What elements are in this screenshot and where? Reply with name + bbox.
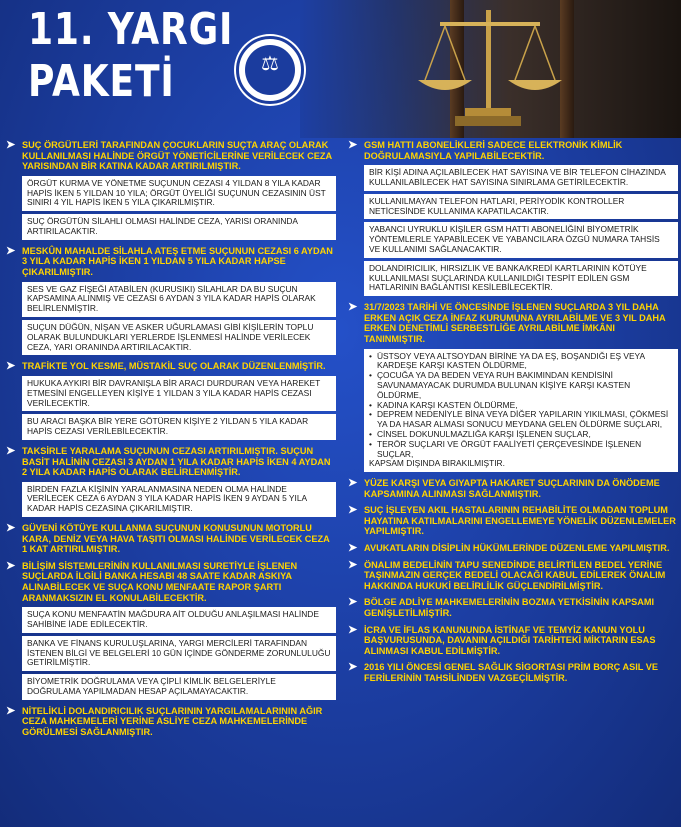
detail-box: BANKA VE FİNANS KURULUŞLARINA, YARGI MERCİLERİ TARAFINDAN İSTENEN BİLGİ VE BELGELERİ 10 GÜN İÇİNDE GÖNDERME ZORUNLULUĞU GETİRİLMİŞTİR. — [22, 636, 336, 671]
arrow-icon: ➤ — [6, 244, 16, 257]
section-item — [6, 140, 336, 240]
section-heading — [6, 446, 336, 478]
detail-box: SUÇ ÖRGÜTÜN SİLAHLI OLMASI HALİNDE CEZA, YARISI ORANINDA ARTIRILACAKTIR. — [22, 214, 336, 240]
arrow-icon: ➤ — [6, 139, 16, 151]
section-heading — [348, 597, 678, 618]
title-line-2: PAKETİ — [28, 56, 175, 107]
section-heading-text: NİTELİKLİ DOLANDIRICILIK SUÇLARININ YARGILAMALARININ AĞIR CEZA MAHKEMELERİ YERİNE ASLİYE CEZA MAHKEMELERİNDE GÖRÜLMESİ SAĞLANMIŞTIR. — [22, 705, 323, 737]
bullet-item: • CİNSEL DOKUNULMAZLIĞA KARŞI İŞLENEN SUÇLAR, — [369, 430, 673, 440]
section-heading — [6, 706, 336, 738]
detail-box: ÖRGÜT KURMA VE YÖNETME SUÇUNUN CEZASI 4 YILDAN 8 YILA KADAR HAPİS İKEN 5 YILDAN 10 YILA; ÖRGÜT ÜYELİĞİ SUÇUNUN CEZASININ ÜST SINIRI 4 YIL HAPİS İKEN 5 YILA ÇIKARILMIŞTIR. — [22, 176, 336, 211]
bullet-item: • ÇOCUĞA YA DA BEDEN VEYA RUH BAKIMINDAN KENDİSİNİ SAVUNAMAYACAK DURUMDA BULUNAN KİŞİYE KARŞI KASTEN ÖLDÜRME, — [369, 371, 673, 400]
section-heading-text: 31/7/2023 TARİHİ VE ÖNCESİNDE İŞLENEN SUÇLARDA 3 YIL DAHA ERKEN AÇIK CEZA İNFAZ KURUMUNA AYRILABİLME VE 3 YIL DAHA ERKEN DENETİMLİ SERBESTLİĞE AYRILABİLME İMKÂNI TANINMIŞTIR. — [364, 302, 666, 344]
page-title — [28, 4, 233, 108]
arrow-icon: ➤ — [6, 522, 16, 535]
section-heading — [348, 140, 678, 161]
section-item — [348, 505, 678, 537]
section-item — [348, 625, 678, 657]
section-heading-text: GÜVENİ KÖTÜYE KULLANMA SUÇUNUN KONUSUNUN MOTORLU KARA, DENİZ VEYA HAVA TAŞITI OLMASI HALİNDE VERİLECEK CEZA 1 KAT ARTIRILMIŞTIR. — [22, 523, 330, 555]
arrow-icon: ➤ — [348, 504, 358, 517]
section-heading-text: BÖLGE ADLİYE MAHKEMELERİNİN BOZMA YETKİSİNİN KAPSAMI GENİŞLETİLMİŞTİR. — [364, 597, 655, 619]
section-item — [348, 662, 678, 683]
scales-of-justice-photo — [300, 0, 681, 138]
section-heading-text: SUÇ İŞLEYEN AKIL HASTALARININ REHABİLİTE OLMADAN TOPLUM HAYATINA KATILMALARINI ENGELLEMEYE YÖNELİK DÜZENLEMELER YAPILMIŞTIR. — [364, 505, 676, 537]
detail-box — [364, 349, 678, 473]
arrow-icon: ➤ — [348, 139, 358, 151]
section-heading-text: AVUKATLARIN DİSİPLİN HÜKÜMLERİNDE DÜZENLEME YAPILMIŞTIR. — [364, 543, 670, 554]
section-item — [6, 561, 336, 700]
section-item — [6, 246, 336, 356]
section-heading — [348, 478, 678, 499]
section-heading-text: SUÇ ÖRGÜTLERİ TARAFINDAN ÇOCUKLARIN SUÇTA ARAÇ OLARAK KULLANILMASI HALİNDE ÖRGÜT YÖNETİCİLERİNE VERİLECEK CEZA YARISINDAN BİR KATINA KADAR ARTIRILMIŞTIR. — [22, 140, 332, 172]
detail-box: HUKUKA AYKIRI BİR DAVRANIŞLA BİR ARACI DURDURAN VEYA HAREKET ETMESİNİ ENGELLEYEN KİŞİYE 1 YILDAN 3 YILA KADAR HAPİS CEZASI VERİLECEKTİR. — [22, 376, 336, 411]
section-item — [348, 478, 678, 499]
section-item — [6, 446, 336, 517]
section-heading-text: 2016 YILI ÖNCESİ GENEL SAĞLIK SİGORTASI PRİM BORÇ ASIL VE FERİLERİNİN TAHSİLİNDEN VAZGEÇİLMİŞTİR. — [364, 662, 659, 683]
section-item — [348, 302, 678, 472]
section-heading-text: TRAFİKTE YOL KESME, MÜSTAKİL SUÇ OLARAK DÜZENLENMİŞTİR. — [22, 361, 326, 372]
detail-box: SUÇA KONU MENFAATİN MAĞDURA AİT OLDUĞU ANLAŞILMASI HALİNDE SAHİBİNE İADE EDİLECEKTİR. — [22, 607, 336, 633]
section-heading — [348, 560, 678, 592]
arrow-icon: ➤ — [348, 661, 358, 674]
section-item — [348, 597, 678, 618]
detail-box: BİYOMETRİK DOĞRULAMA VEYA ÇİPLİ KİMLİK BELGELERİYLE DOĞRULAMA YAPILMADAN HESAP AÇILAMAYACAKTIR. — [22, 674, 336, 700]
arrow-icon: ➤ — [348, 558, 358, 571]
detail-box: DOLANDIRICILIK, HIRSIZLIK VE BANKA/KREDİ KARTLARININ KÖTÜYE KULLANILMASI SUÇLARINDA KULLANILDIĞI TESPİT EDİLEN GSM HATLARININ BAĞLANTISI KESİLEBİLECEKTİR. — [364, 261, 678, 296]
detail-box: BİRDEN FAZLA KİŞİNİN YARALANMASINA NEDEN OLMA HALİNDE VERİLECEK CEZA 6 AYDAN 3 YILA KADAR HAPİS İKEN 9 AYDAN 5 YILA KADAR HAPİS CEZASINA ÇIKARILMIŞTIR. — [22, 482, 336, 517]
section-heading — [6, 140, 336, 172]
arrow-icon: ➤ — [348, 596, 358, 609]
section-heading — [6, 523, 336, 555]
arrow-icon: ➤ — [6, 559, 16, 572]
bullet-item: • TERÖR SUÇLARI VE ÖRGÜT FAALİYETİ ÇERÇEVESİNDE İŞLENEN SUÇLAR, — [369, 440, 673, 460]
arrow-icon: ➤ — [6, 704, 16, 717]
detail-box: BU ARACI BAŞKA BİR YERE GÖTÜREN KİŞİYE 2 YILDAN 5 YILA KADAR HAPİS CEZASI VERİLEBİLECEKTİR. — [22, 414, 336, 440]
arrow-icon: ➤ — [348, 623, 358, 636]
section-item — [348, 543, 678, 554]
section-item — [6, 523, 336, 555]
scales-icon — [300, 0, 681, 138]
section-item — [6, 361, 336, 440]
title-line-1: 11. YARGI — [28, 4, 234, 55]
bullet-item: • DEPREM NEDENİYLE BİNA VEYA DİĞER YAPILARIN YIKILMASI, ÇÖKMESİ YA DA HASAR ALMASI SONUCU MEYDANA GELEN ÖLDÜRME SUÇLARI, — [369, 410, 673, 430]
bullet-item: • KADINA KARŞI KASTEN ÖLDÜRME, — [369, 401, 673, 411]
section-heading — [348, 625, 678, 657]
section-heading-text: MESKÛN MAHALDE SİLAHLA ATEŞ ETME SUÇUNUN CEZASI 6 AYDAN 3 YILA KADAR HAPİS İKEN 1 YILDAN 5 YILA KADAR HAPSE ÇIKARILMIŞTIR. — [22, 245, 333, 277]
detail-box: SES VE GAZ FİŞEĞİ ATABİLEN (KURUSIKI) SİLAHLAR DA BU SUÇUN KAPSAMINA ALINMIŞ VE CEZASI 6 AYDAN 3 YILA KADAR HAPİS OLARAK BELİRLENMİŞTİR. — [22, 282, 336, 317]
left-column — [6, 140, 336, 744]
header — [0, 0, 681, 138]
section-heading — [348, 505, 678, 537]
section-heading-text: TAKSİRLE YARALAMA SUÇUNUN CEZASI ARTIRILMIŞTIR. SUÇUN BASİT HALİNİN CEZASI 3 AYDAN 1 YILA KADAR HAPİS İKEN 4 AYDAN 2 YILA KADAR HAPİS OLARAK BELİRLENMİŞTİR. — [22, 445, 331, 478]
bullet-list — [369, 352, 673, 460]
detail-box: KULLANILMAYAN TELEFON HATLARI, PERİYODİK KONTROLLER NETİCESİNDE KULLANIMA KAPATILACAKTIR. — [364, 194, 678, 220]
arrow-icon: ➤ — [6, 360, 16, 373]
right-column — [348, 140, 678, 690]
section-heading — [348, 302, 678, 344]
bullet-tail: KAPSAM DIŞINDA BIRAKILMIŞTIR. — [369, 458, 505, 469]
arrow-icon: ➤ — [348, 542, 358, 555]
section-heading — [6, 561, 336, 603]
section-heading — [6, 361, 336, 372]
section-heading — [348, 662, 678, 683]
detail-box: YABANCI UYRUKLU KİŞİLER GSM HATTI ABONELİĞİNİ BİYOMETRİK YÖNTEMLERLE YAPABİLECEK VE YABANCILARA ÖZGÜ NUMARA TAHSİS VE KULLANIMI SAĞLANACAKTIR. — [364, 222, 678, 257]
section-item — [348, 140, 678, 296]
section-heading-text: ÖNALIM BEDELİNİN TAPU SENEDİNDE BELİRTİLEN BEDEL YERİNE TAŞINMAZIN GERÇEK BEDELİ OLACAĞI KABUL EDİLEREK ÖNALIM HAKKINDA HUKUKİ BELİRLİLİK GÜÇLENDİRİLMİŞTİR. — [364, 559, 666, 591]
ministry-seal-icon: ⚖ — [236, 36, 304, 104]
arrow-icon: ➤ — [348, 301, 358, 314]
section-item — [6, 706, 336, 738]
section-heading — [348, 543, 678, 554]
bullet-item: • ÜSTSOY VEYA ALTSOYDAN BİRİNE YA DA EŞ, BOŞANDIĞI EŞ VEYA KARDEŞE KARŞI KASTEN ÖLDÜRME, — [369, 352, 673, 372]
section-heading-text: BİLİŞİM SİSTEMLERİNİN KULLANILMASI SURETİYLE İŞLENEN SUÇLARDA İLGİLİ BANKA HESABI 48 SAATE KADAR ASKIYA ALINABİLECEK VE SUÇA KONU MENFAATE RAPOR ŞARTI ARANMAKSIZIN EL KONULABİLECEKTİR. — [22, 560, 298, 603]
detail-box: SUÇUN DÜĞÜN, NİŞAN VE ASKER UĞURLAMASI GİBİ KİŞİLERİN TOPLU OLARAK BULUNDUKLARI YERLERDE İŞLENMESİ HALİNDE VERİLECEK CEZA, YARI ORANINDA ARTIRILACAKTIR. — [22, 320, 336, 355]
section-heading-text: İCRA VE İFLAS KANUNUNDA İSTİNAF VE TEMYİZ KANUN YOLU BAŞVURUSUNDA, DAVANIN AÇILDIĞI TARİHTEKİ MİKTARIN ESAS ALINMASI KABUL EDİLMİŞTİR. — [364, 624, 656, 656]
arrow-icon: ➤ — [348, 477, 358, 490]
section-heading — [6, 246, 336, 278]
arrow-icon: ➤ — [6, 444, 16, 457]
section-heading-text: YÜZE KARŞI VEYA GIYAPTA HAKARET SUÇLARININ DA ÖNÖDEME KAPSAMINA ALINMASI SAĞLANMIŞTIR. — [364, 478, 660, 499]
section-heading-text: GSM HATTI ABONELİKLERİ SADECE ELEKTRONİK KİMLİK DOĞRULAMASIYLA YAPILABİLECEKTİR. — [364, 140, 623, 161]
section-item — [348, 560, 678, 592]
detail-box: BİR KİŞİ ADINA AÇILABİLECEK HAT SAYISINA VE BİR TELEFON CİHAZINDA KULLANILABİLECEK HAT SAYISINA SINIRLAMA GETİRİLECEKTİR. — [364, 165, 678, 191]
